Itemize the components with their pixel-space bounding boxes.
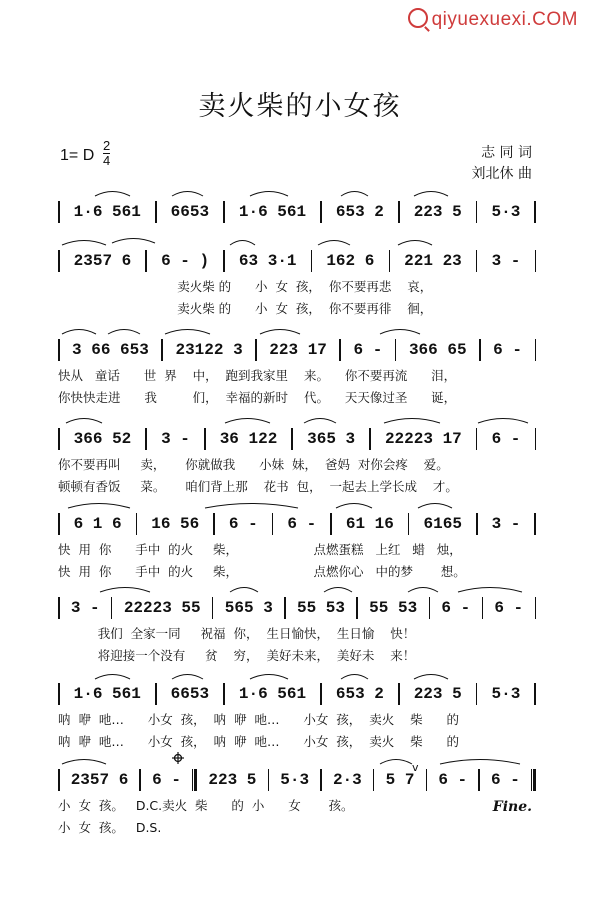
- slur-arc: [62, 760, 106, 765]
- lyric-line: 快 用 你 手中 的火 柴， 点燃你心 中的梦 想。: [58, 564, 466, 579]
- measure: 365 3: [307, 430, 356, 448]
- measure: 6653: [170, 685, 210, 703]
- music-row: [58, 428, 536, 450]
- measure: 6 -: [287, 515, 317, 533]
- music-row: [58, 683, 536, 705]
- slur-arc: [205, 504, 298, 509]
- lyric-line: 我们 全家一同 祝福 你， 生日愉快， 生日愉 快！: [58, 626, 416, 641]
- measure: 3 -: [491, 515, 521, 533]
- bar-line: [534, 683, 536, 705]
- slur-arc: [112, 239, 155, 244]
- time-signature: [103, 140, 110, 167]
- slur-arc: [414, 675, 448, 680]
- music-row: [58, 250, 536, 272]
- measure: 1·6 561: [238, 685, 307, 703]
- lyric-line: 呐 咿 吔… 小女 孩， 呐 咿 吔… 小女 孩， 卖火 柴 的: [58, 734, 459, 749]
- measure: 61 16: [345, 515, 394, 533]
- slur-arc: [165, 330, 210, 335]
- slur-arc: [341, 675, 368, 680]
- key-signature: 1= D: [60, 147, 95, 164]
- slur-arc: [384, 419, 440, 424]
- slur-arc: [380, 330, 420, 335]
- slur-arc: [324, 588, 352, 593]
- measure: 63 3·1: [238, 252, 297, 270]
- measure: 3 -: [161, 430, 190, 448]
- measure: 1·6 561: [73, 203, 141, 221]
- slur-arc: [66, 419, 102, 424]
- slur-arc: [95, 675, 130, 680]
- slur-arc: [336, 504, 372, 509]
- measure: 16 56: [151, 515, 200, 533]
- measure: 5·3: [491, 203, 521, 221]
- measure: 653 2: [335, 685, 384, 703]
- watermark: [408, 8, 578, 31]
- measure: 55 53: [296, 599, 345, 617]
- measure: 2357 6: [70, 771, 129, 789]
- slur-arc: [318, 241, 350, 246]
- measure: 6 -: [493, 341, 522, 359]
- measure: 22223 55: [123, 599, 201, 617]
- slur-arc: [95, 192, 130, 197]
- measure: 6 - ): [161, 252, 210, 270]
- bar-line: [535, 597, 537, 619]
- watermark-logo-icon: [408, 8, 428, 28]
- bar-line: [534, 201, 536, 223]
- measure: 6 -: [491, 430, 521, 448]
- bar-line: [535, 250, 537, 272]
- bar-line: [535, 428, 537, 450]
- measure: 653 2: [335, 203, 384, 221]
- song-title: 卖火柴的小女孩: [198, 91, 402, 122]
- lyric-line: 卖火柴 的 小 女 孩， 你不要再悲 哀，: [58, 279, 433, 294]
- slur-arc: [68, 504, 130, 509]
- measure: 3 -: [491, 252, 521, 270]
- measure: 366 65: [408, 341, 467, 359]
- slur-arc: [172, 675, 203, 680]
- slur-arc: [172, 192, 203, 197]
- watermark-text: qiyuexuexi.COM: [431, 9, 578, 30]
- slur-arc: [250, 675, 288, 680]
- lyric-line: 小 女 孩。 D.C.卖火 柴 的 小 女 孩。: [58, 798, 354, 813]
- slur-arc: [230, 588, 258, 593]
- measure: 6 1 6: [73, 515, 122, 533]
- measure: 6 -: [491, 771, 520, 789]
- measure: 565 3: [224, 599, 273, 617]
- slur-arc: [418, 504, 452, 509]
- breath-mark-icon: v: [412, 761, 419, 774]
- measure: 6 -: [494, 599, 524, 617]
- slur-arc: [478, 419, 528, 424]
- measure: 223 5: [413, 685, 462, 703]
- measure: 1·6 561: [238, 203, 307, 221]
- slur-arc: [260, 330, 300, 335]
- measure: 3 66 653: [72, 341, 149, 359]
- measure: 2·3: [332, 771, 362, 789]
- lyric-line: 卖火柴 的 小 女 孩， 你不要再徘 徊，: [58, 301, 433, 316]
- lyric-line: 你快快走进 我 们， 幸福的新时 代。 天天像过圣 诞，: [58, 390, 457, 405]
- music-row: [58, 339, 536, 361]
- measure: 5 7: [385, 771, 415, 789]
- measure: 3 -: [70, 599, 100, 617]
- slur-arc: [440, 760, 520, 765]
- slur-arc: [414, 192, 448, 197]
- time-signature-top: 2: [103, 138, 111, 153]
- measure: 223 5: [413, 203, 462, 221]
- slur-arc: [100, 588, 150, 593]
- lyric-line: 呐 咿 吔… 小女 孩， 呐 咿 吔… 小女 孩， 卖火 柴 的: [58, 712, 459, 727]
- measure: 6 -: [353, 341, 383, 359]
- coda-sign-icon: [172, 752, 184, 764]
- measure: 6 -: [152, 771, 181, 789]
- measure: 221 23: [404, 252, 462, 270]
- measure: 55 53: [369, 599, 418, 617]
- composer-credit: 刘北休 曲: [471, 166, 532, 182]
- slur-arc: [108, 330, 140, 335]
- slur-arc: [341, 192, 368, 197]
- lyric-line: 将迎接一个没有 贫 穷， 美好未来， 美好未 来！: [58, 648, 416, 663]
- music-row: [58, 201, 536, 223]
- measure: 6 -: [438, 771, 468, 789]
- slur-arc: [304, 419, 336, 424]
- fine-marking: Fine.: [492, 799, 532, 815]
- slur-arc: [230, 241, 255, 246]
- measure: 2357 6: [73, 252, 132, 270]
- lyric-line: 你不要再叫 卖， 你就做我 小妹 妹， 爸妈 对你会疼 爱。: [58, 457, 449, 472]
- measure: 6 -: [228, 515, 258, 533]
- slur-arc: [380, 760, 412, 765]
- measure: 1·6 561: [73, 685, 141, 703]
- time-signature-bottom: 4: [103, 153, 111, 168]
- bar-line: [535, 339, 537, 361]
- measure: 223 17: [269, 341, 327, 359]
- measure: 23122 3: [175, 341, 243, 359]
- end-bar-line: [531, 769, 536, 791]
- slur-arc: [250, 192, 288, 197]
- lyricist-credit: 志 同 词: [481, 145, 532, 161]
- lyric-line: 小 女 孩。 D.S.: [58, 820, 162, 835]
- measure: 6165: [423, 515, 462, 533]
- measure: 223 5: [208, 771, 257, 789]
- slur-arc: [408, 588, 438, 593]
- measure: 6 -: [441, 599, 471, 617]
- slur-arc: [225, 419, 270, 424]
- slur-arc: [62, 241, 106, 246]
- music-row: [58, 597, 536, 619]
- lyric-line: 快从 童话 世 界 中， 跑到我家里 来。 你不要再流 泪，: [58, 368, 457, 383]
- slur-arc: [62, 330, 96, 335]
- slur-arc: [398, 241, 432, 246]
- lyric-line: 快 用 你 手中 的火 柴， 点燃蛋糕 上红 蜡 烛，: [58, 542, 462, 557]
- slur-arc: [458, 588, 522, 593]
- measure: 22223 17: [384, 430, 462, 448]
- measure: 366 52: [73, 430, 132, 448]
- bar-line: [534, 513, 536, 535]
- measure: 6653: [170, 203, 210, 221]
- measure: 5·3: [491, 685, 521, 703]
- measure: 36 122: [219, 430, 278, 448]
- lyric-line: 顿顿有香饭 菜。 咱们背上那 花书 包， 一起去上学长成 才。: [58, 479, 458, 494]
- measure: 162 6: [326, 252, 375, 270]
- measure: 5·3: [280, 771, 310, 789]
- music-row: [58, 769, 536, 791]
- music-row: [58, 513, 536, 535]
